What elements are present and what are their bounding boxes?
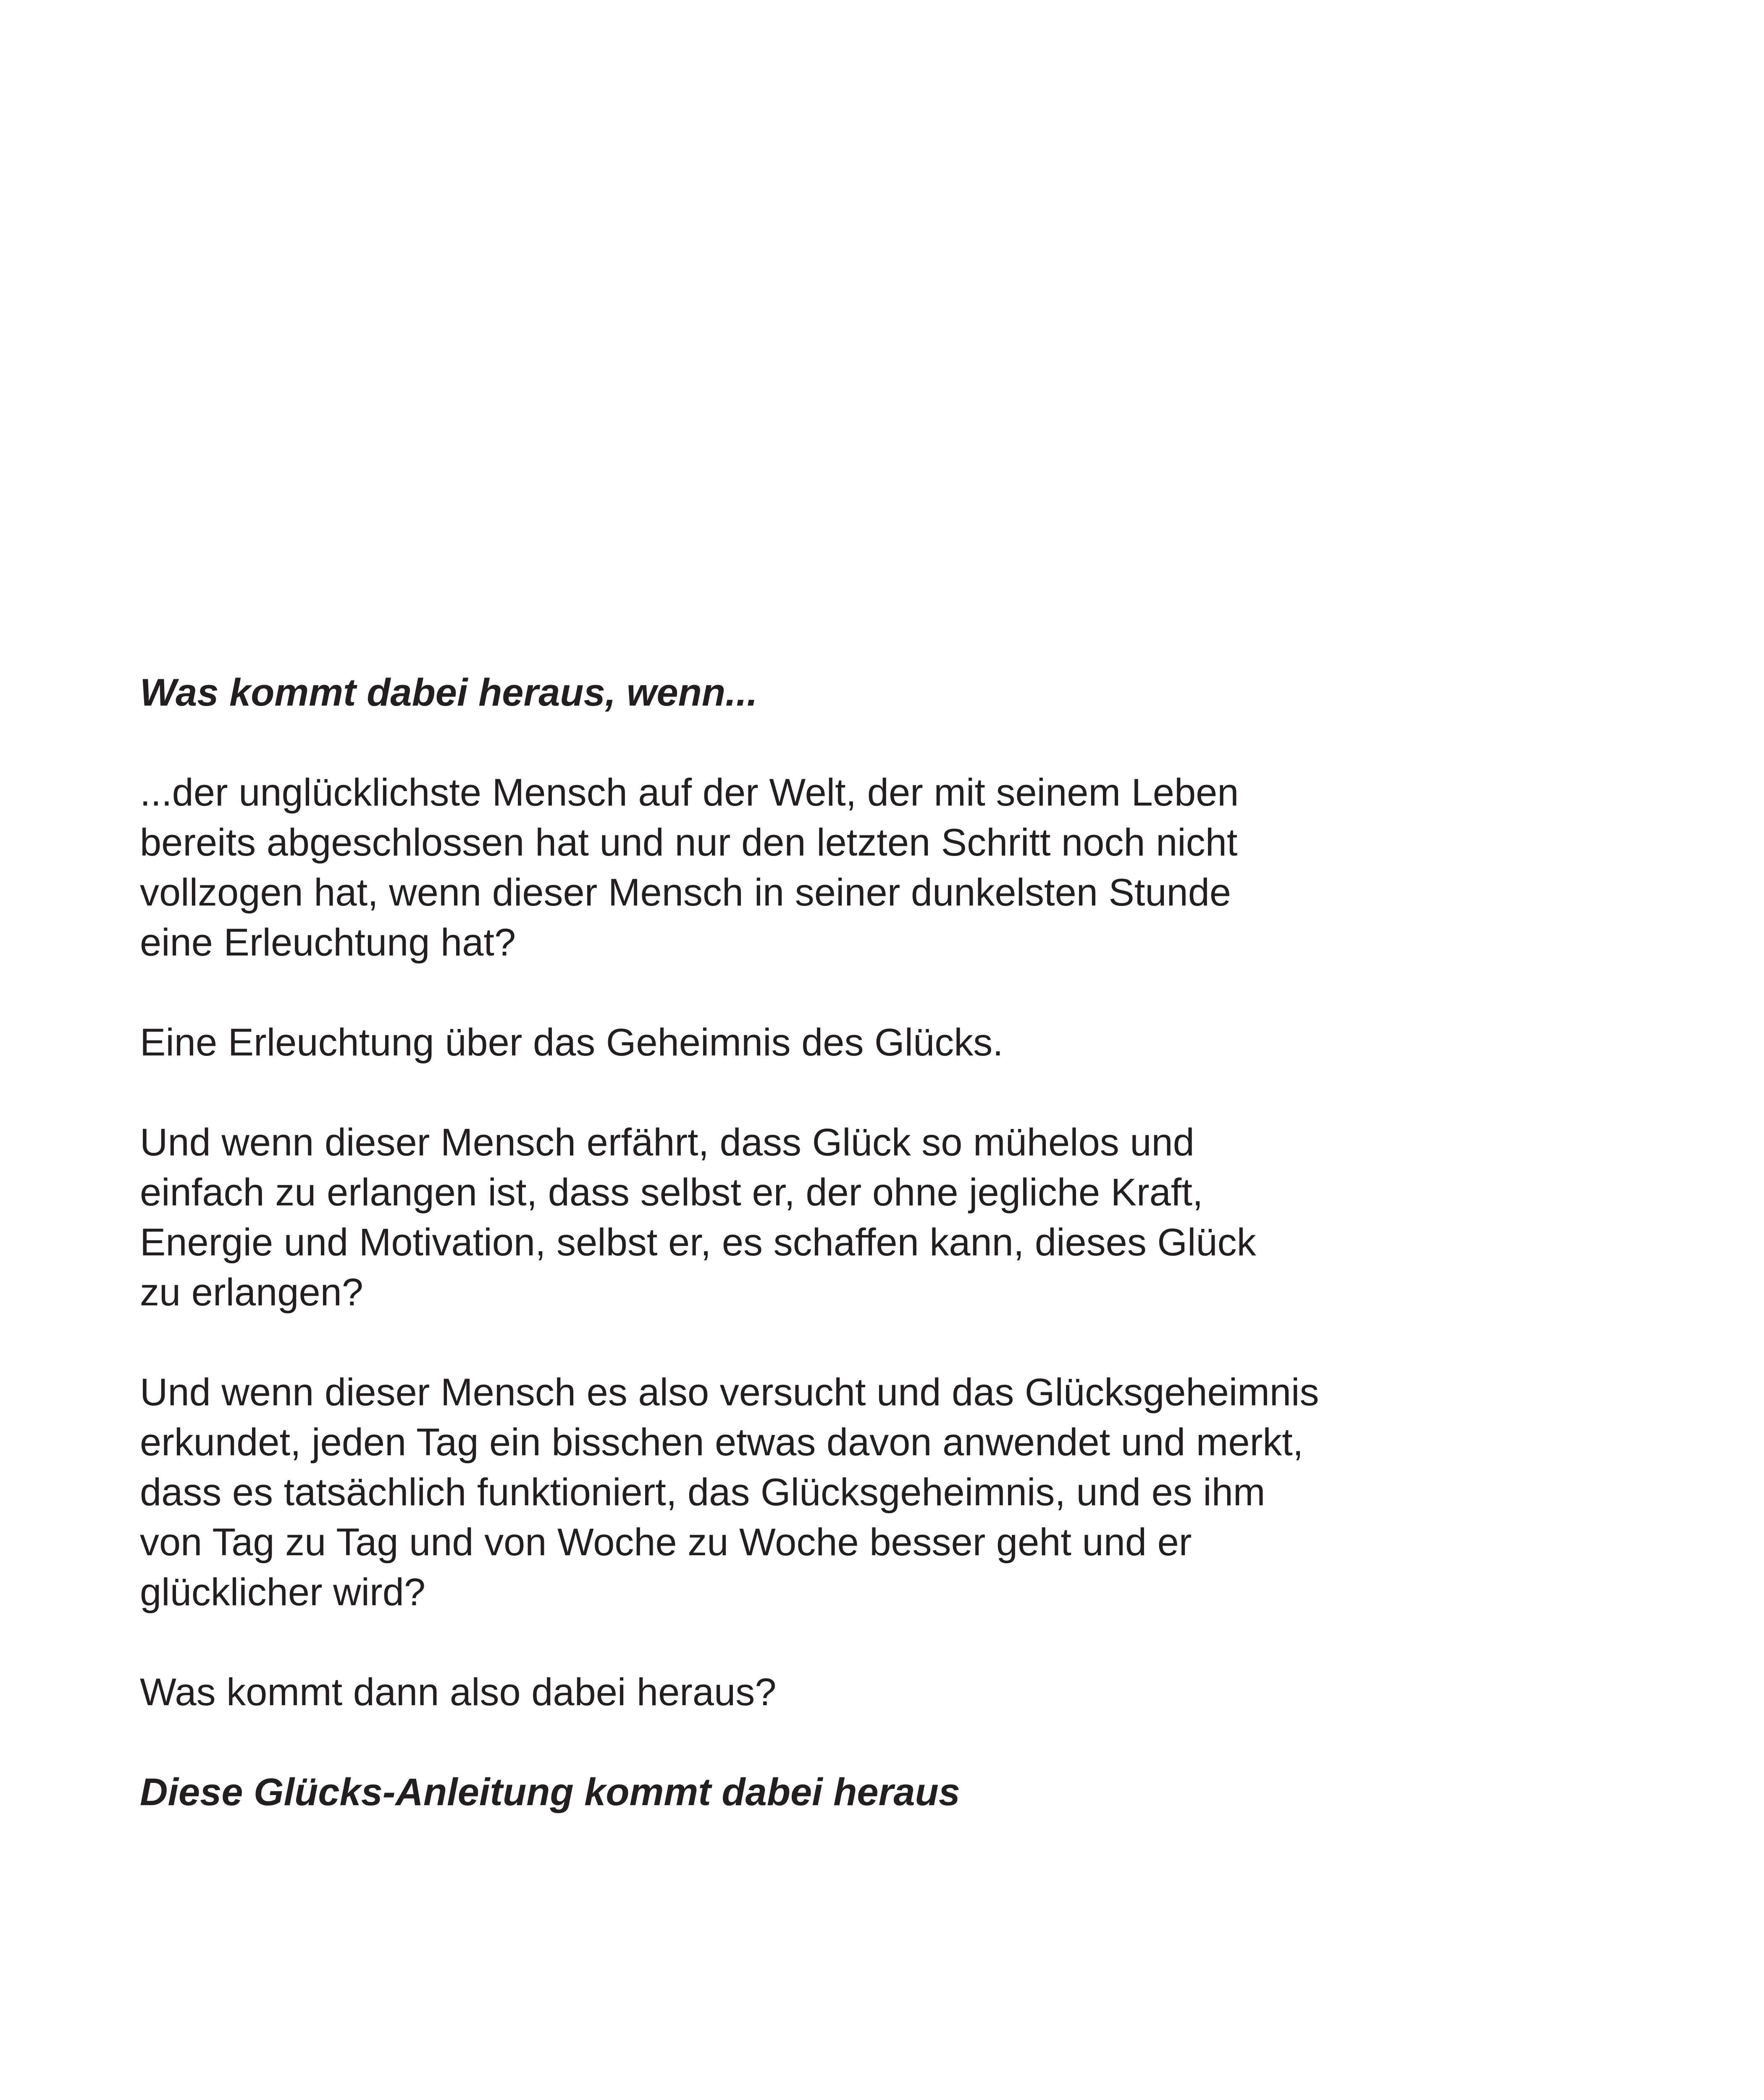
paragraph-line: glücklicher wird? [140,1571,426,1614]
paragraph-line: erkundet, jeden Tag ein bisschen etwas davon anwendet und merkt, [140,1421,1304,1464]
heading: Was kommt dabei heraus, wenn... [140,671,758,714]
paragraph-line: einfach zu erlangen ist, dass selbst er, der ohne jegliche Kraft, [140,1171,1203,1214]
paragraph-line: zu erlangen? [140,1271,363,1314]
closing-line: Diese Glücks-Anleitung kommt dabei heraus [140,1771,960,1814]
paragraph-line: Und wenn dieser Mensch erfährt, dass Glück so mühelos und [140,1121,1194,1164]
paragraph-5 [140,1667,1652,1717]
paragraph-line: bereits abgeschlossen hat und nur den letzten Schritt noch nicht [140,821,1238,864]
paragraph-line: Was kommt dann also dabei heraus? [140,1671,777,1714]
paragraph-line: ...der unglücklichste Mensch auf der Welt, der mit seinem Leben [140,771,1239,814]
paragraph-3 [140,1118,1652,1318]
paragraph-line: Und wenn dieser Mensch es also versucht und das Glücksgeheimnis [140,1371,1319,1414]
paragraph-line: Energie und Motivation, selbst er, es schaffen kann, dieses Glück [140,1221,1256,1264]
text-block [140,668,1652,1867]
paragraph-line: dass es tatsächlich funktioniert, das Glücksgeheimnis, und es ihm [140,1471,1265,1514]
paragraph-1 [140,768,1652,968]
paragraph-line: eine Erleuchtung hat? [140,921,516,964]
paragraph-4 [140,1368,1652,1617]
paragraph-line: von Tag zu Tag und von Woche zu Woche besser geht und er [140,1521,1192,1564]
paragraph-line: Eine Erleuchtung über das Geheimnis des Glücks. [140,1021,1003,1064]
paragraph-line: vollzogen hat, wenn dieser Mensch in seiner dunkelsten Stunde [140,871,1231,914]
paragraph-2 [140,1018,1652,1068]
